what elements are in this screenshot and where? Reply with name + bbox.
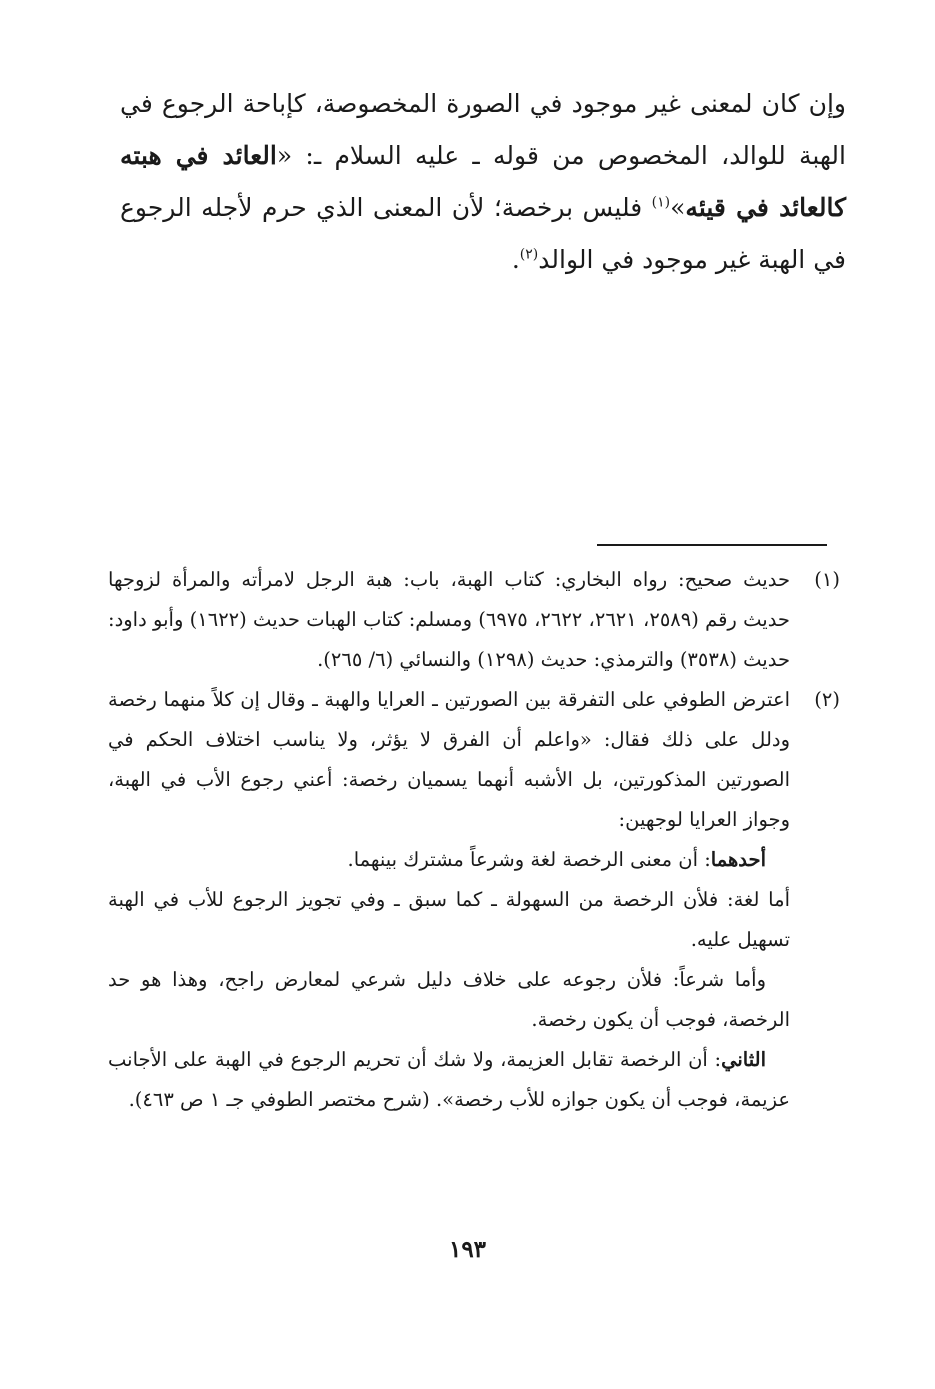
- main-text-part3: فليس برخصة؛ لأن المعنى الذي حرم لأجله الرجوع في الهبة غير موجود في الوالد: [120, 193, 846, 274]
- footnote-ref-2[interactable]: (٢): [519, 246, 539, 263]
- footnotes: [108, 560, 840, 1120]
- second-reason-text: : أن الرخصة تقابل العزيمة، ولا شك أن تحريم الرجوع في الهبة على الأجانب عزيمة، فوجب أن يكون جوازه للأب رخصة». (شرح مختصر الطوفي جـ ١ ص ٤٦٣).: [108, 1048, 790, 1111]
- footnote-2-number: (٢): [814, 688, 840, 711]
- main-text-part2: »: [670, 193, 686, 222]
- hadith-quote: العائد في هبته كالعائد في قيئه: [120, 141, 846, 222]
- footnote-1-text: حديث صحيح: رواه البخاري: كتاب الهبة، باب: هبة الرجل لامرأته والمرأة لزوجها حديث رقم (٢٥٨٩، ٢٦٢١، ٢٦٢٢، ٦٩٧٥) ومسلم: كتاب الهبات حديث (١٦٢٢) وأبو داود: حديث (٣٥٣٨) والترمذي: حديث (١٢٩٨) والنسائي (٦/ ٢٦٥).: [108, 568, 790, 671]
- second-reason-heading: الثاني: [721, 1048, 766, 1071]
- footnote-2-legal: وأما شرعاً: فلأن رجوعه على خلاف دليل شرعي لمعارض راجح، وهذا هو حد الرخصة، فوجب أن يكون رخصة.: [108, 968, 790, 1031]
- footnote-2-second-reason: [108, 1040, 790, 1120]
- main-text-part1: وإن كان لمعنى غير موجود في الصورة المخصوصة، كإباحة الرجوع في الهبة للوالد، المخصوص من قوله ـ عليه السلام ـ: «: [120, 89, 846, 170]
- page-number: ١٩٣: [448, 1236, 487, 1263]
- footnote-2: [108, 680, 840, 1120]
- footnote-2-intro: اعترض الطوفي على التفرقة بين الصورتين ـ العرايا والهبة ـ وقال إن كلاً منهما رخصة ودلل على ذلك فقال: «واعلم أن الفرق لا يؤثر، ولا يناسب اختلاف الحكم في الصورتين المذكورتين، بل الأشبه أنهما يسميان رخصة: أعني رجوع الأب في الهبة، وجواز العرايا لوجهين:: [108, 688, 790, 831]
- footnote-1: [108, 560, 840, 680]
- first-reason-heading: أحدهما: [710, 848, 766, 871]
- footnote-ref-1[interactable]: (١): [651, 194, 671, 211]
- footnote-2-first-reason: [108, 840, 790, 880]
- footnote-1-number: (١): [814, 568, 840, 591]
- footnote-2-linguistic: أما لغة: فلأن الرخصة من السهولة ـ كما سبق ـ وفي تجويز الرجوع للأب في الهبة تسهيل عليه.: [108, 888, 790, 951]
- footnote-divider: [597, 544, 827, 546]
- first-reason-text: : أن معنى الرخصة لغة وشرعاً مشترك بينهما.: [347, 848, 711, 871]
- main-paragraph: [120, 78, 846, 286]
- main-text-part4: .: [511, 245, 520, 274]
